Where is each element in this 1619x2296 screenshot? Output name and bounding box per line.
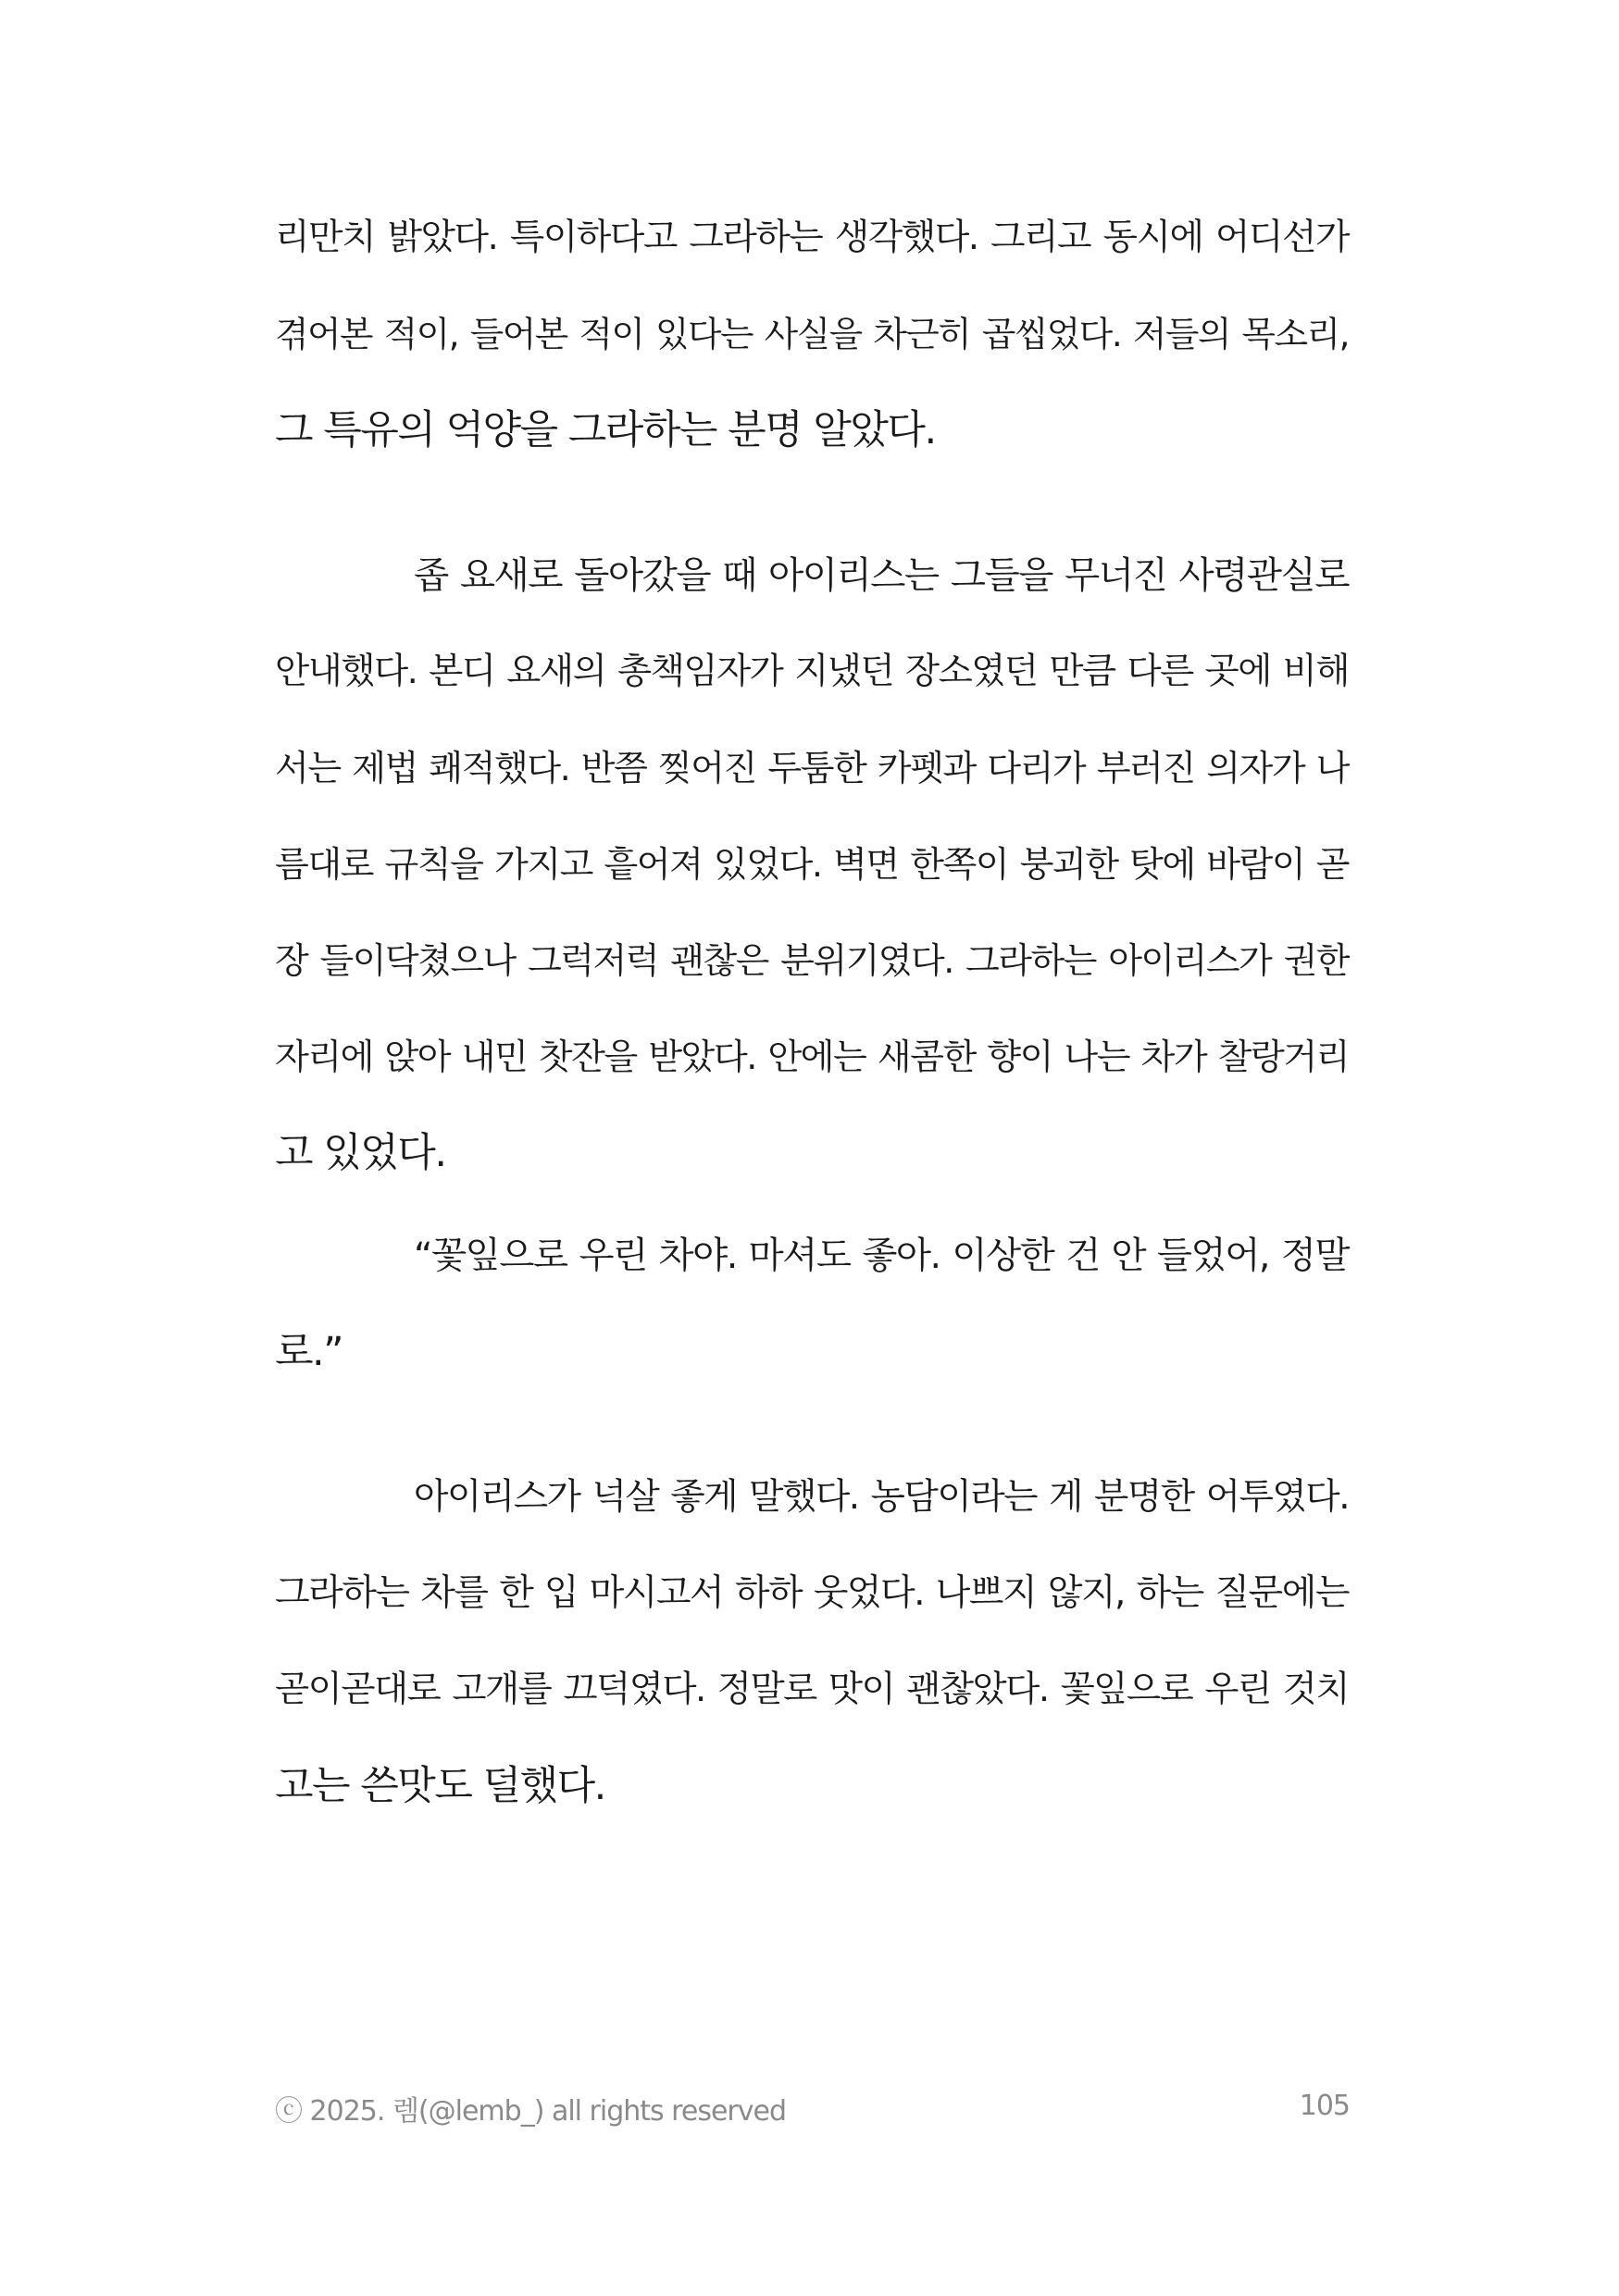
paragraph-line: 고는 쓴맛도 덜했다. (275, 1763, 605, 1809)
paragraph-line: 로.” (275, 1329, 342, 1375)
paragraph-line: 리만치 밝았다. 특이하다고 그라하는 생각했다. 그리고 동시에 어디선가 (275, 217, 1349, 258)
paragraph-line: 아이리스가 넉살 좋게 말했다. 농담이라는 게 분명한 어투였다. (414, 1476, 1349, 1518)
paragraph-line: 좁 요새로 돌아갔을 때 아이리스는 그들을 무너진 사령관실로 (414, 554, 1349, 597)
paragraph-3 (275, 1208, 1349, 1400)
paragraph-line: “꽃잎으로 우린 차야. 마셔도 좋아. 이상한 건 안 들었어, 정말 (414, 1235, 1349, 1277)
paragraph-line: 그라하는 차를 한 입 마시고서 하하 웃었다. 나쁘지 않지, 하는 질문에는 (275, 1572, 1349, 1614)
paragraph-line: 장 들이닥쳤으나 그럭저럭 괜찮은 분위기였다. 그라하는 아이리스가 권한 (275, 940, 1349, 981)
paragraph-4 (275, 1449, 1349, 1834)
paragraph-line: 자리에 앉아 내민 찻잔을 받았다. 안에는 새콤한 향이 나는 차가 찰랑거리 (275, 1036, 1349, 1077)
paragraph-line: 안내했다. 본디 요새의 총책임자가 지냈던 장소였던 만큼 다른 곳에 비해 (275, 651, 1349, 692)
paragraph-line: 그 특유의 억양을 그라하는 분명 알았다. (275, 407, 936, 453)
copyright-notice: ⓒ 2025. 렘(@lemb_) all rights reserved (275, 2095, 786, 2128)
page-number: 105 (1299, 2090, 1350, 2122)
paragraph-line: 서는 제법 쾌적했다. 반쯤 찢어진 두툼한 카펫과 다리가 부러진 의자가 나 (275, 748, 1349, 788)
paragraph-line: 름대로 규칙을 가지고 흩어져 있었다. 벽면 한쪽이 붕괴한 탓에 바람이 곧 (275, 844, 1349, 885)
paragraph-line: 겪어본 적이, 들어본 적이 있다는 사실을 차근히 곱씹었다. 저들의 목소리, (275, 314, 1349, 354)
paragraph-line: 곧이곧대로 고개를 끄덕였다. 정말로 맛이 괜찮았다. 꽃잎으로 우린 것치 (275, 1669, 1349, 1710)
paragraph-line: 고 있었다. (275, 1130, 446, 1176)
paragraph-2 (275, 527, 1349, 1201)
paragraph-1 (275, 190, 1349, 478)
